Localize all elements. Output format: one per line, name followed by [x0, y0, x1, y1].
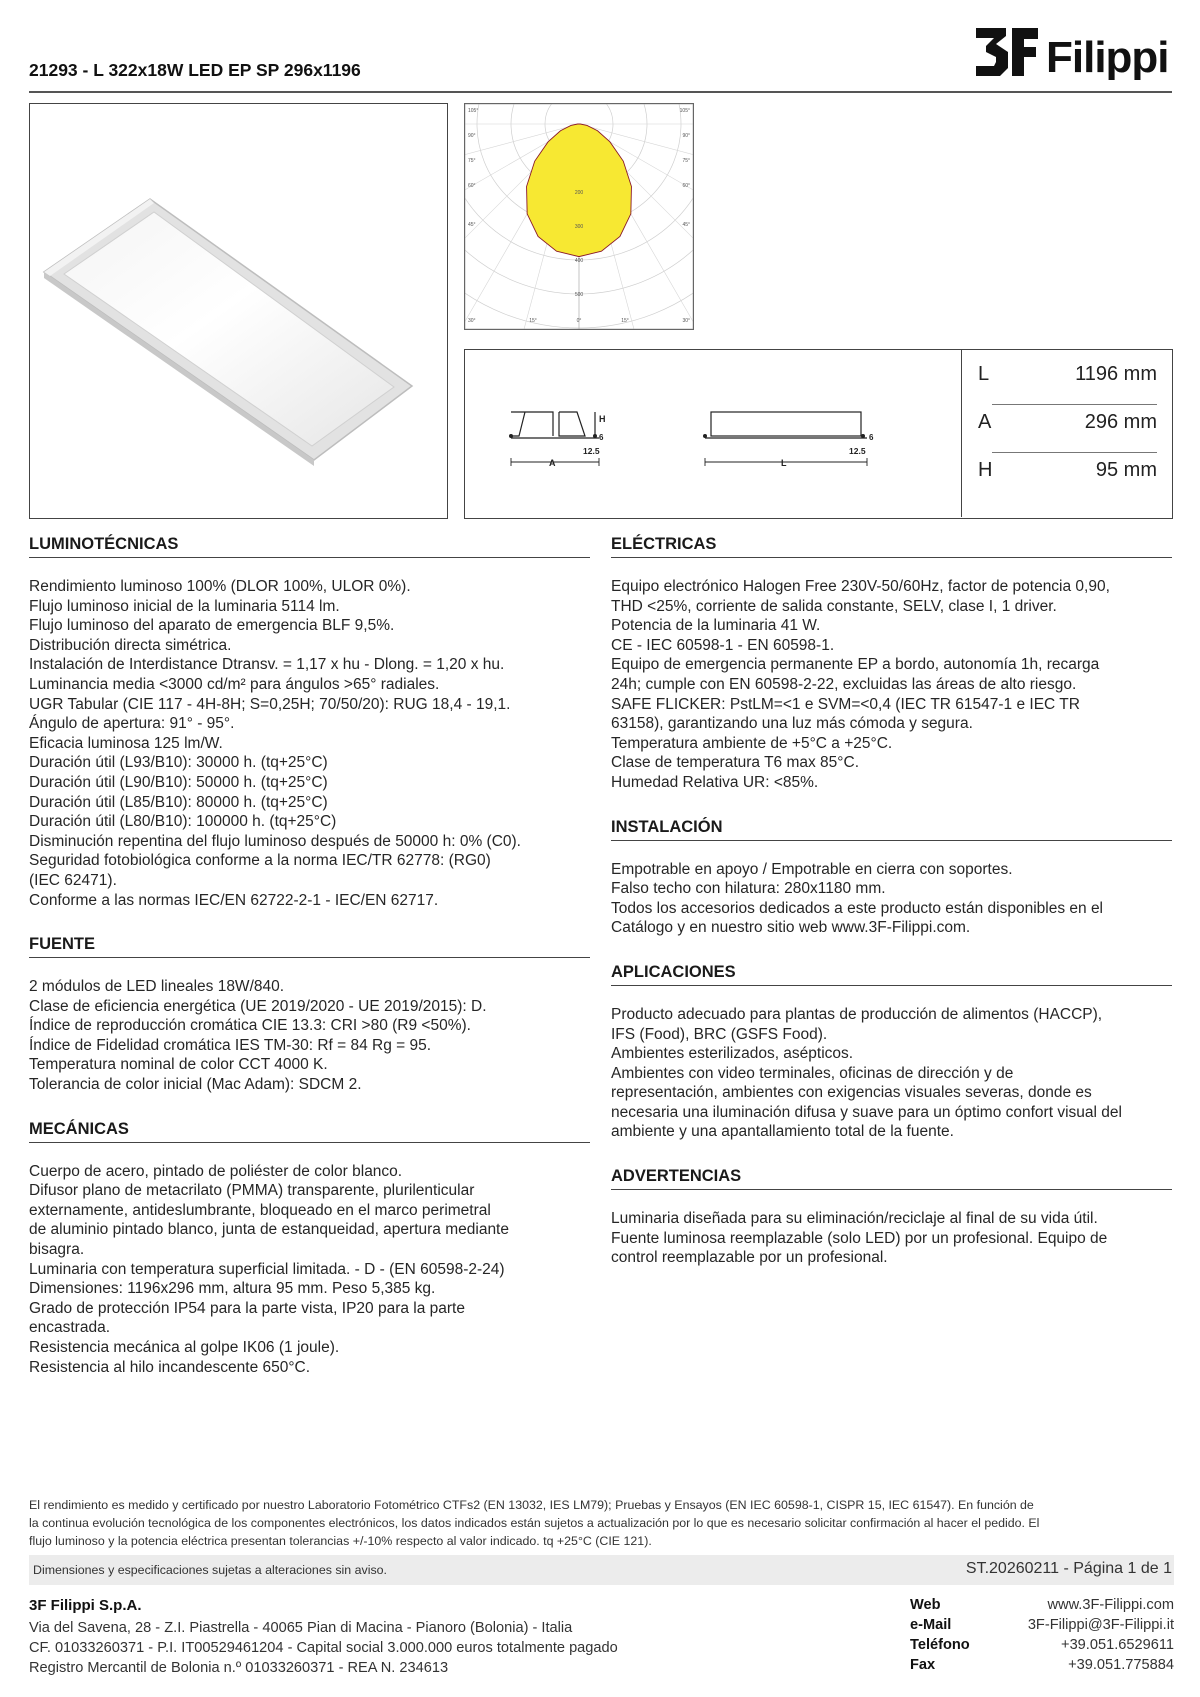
text-line: Eficacia luminosa 125 lm/W.	[29, 734, 223, 752]
section-title: LUMINOTÉCNICAS	[29, 530, 590, 558]
text-line: Grado de protección IP54 para la parte vista, IP20 para la parte	[29, 1299, 465, 1317]
text-line: ambiente y una apantallamiento total de la fuente.	[611, 1123, 954, 1141]
label-125-right: 12.5	[849, 446, 866, 456]
text-line: Ángulo de apertura: 91° - 95°.	[29, 715, 235, 733]
text-line: Seguridad fotobiológica conforme a la norma IEC/TR 62778: (RG0)	[29, 852, 491, 870]
footnote-line: El rendimiento es medido y certificado por nuestro Laboratorio Fotométrico CTFs2 (EN 13032, IES LM79); Pruebas y Ensayos (EN IEC 60598-1, CISPR 15, IEC 61547). En función de	[29, 1498, 1034, 1512]
polar-angle-label-right: 105°	[679, 108, 690, 114]
company-line: CF. 01033260371 - P.I. IT00529461204 - Capital social 3.000.000 euros totalmente pagado	[29, 1640, 618, 1656]
logo-f-mark	[1012, 28, 1038, 76]
polar-angle-label-right: 30°	[682, 318, 690, 324]
text-line: externamente, antideslumbrante, bloqueado en el marco perimetral	[29, 1201, 491, 1219]
polar-angle-label-left: 30°	[468, 318, 476, 324]
polar-angle-label-left: 60°	[468, 183, 476, 189]
polar-radial-label: 400	[574, 258, 584, 264]
cross-section-outline	[511, 412, 585, 436]
text-line: de aluminio pintado blanco, junta de estanqueidad, apertura mediante	[29, 1221, 509, 1239]
section-electricas	[611, 530, 1172, 813]
text-line: Resistencia al hilo incandescente 650°C.	[29, 1358, 311, 1376]
section-instalacion	[611, 813, 1172, 958]
polar-angle-label-right: 60°	[682, 183, 690, 189]
text-line: Dimensiones: 1196x296 mm, altura 95 mm. Peso 5,385 kg.	[29, 1280, 436, 1298]
text-line: Producto adecuado para plantas de producción de alimentos (HACCP),	[611, 1005, 1103, 1023]
footnote-line: flujo luminoso y la potencia eléctrica presentan tolerancias +/-10% respecto al valor indicado. tq +25°C (CIE 121).	[29, 1534, 652, 1549]
text-line: Disminución repentina del flujo luminoso después de 50000 h: 0% (C0).	[29, 832, 521, 850]
right-column	[611, 530, 1172, 1288]
header-divider	[29, 91, 1172, 93]
dimension-key: L	[978, 363, 990, 385]
section-title: FUENTE	[29, 930, 590, 958]
text-line: Potencia de la luminaria 41 W.	[611, 617, 821, 635]
label-125-left: 12.5	[583, 446, 600, 456]
luminaire-diffuser	[64, 212, 394, 446]
section-body	[611, 841, 1172, 958]
text-line: Equipo electrónico Halogen Free 230V-50/60Hz, factor de potencia 0,90,	[611, 578, 1110, 595]
contact-value: +39.051.775884	[1068, 1657, 1174, 1673]
text-line: necesaria una iluminación difusa y suave para un óptimo confort visual del	[611, 1103, 1122, 1121]
text-line: THD <25%, corriente de salida constante, SELV, clase I, 1 driver.	[611, 597, 1057, 615]
label-6-right: 6	[869, 433, 874, 442]
text-line: Luminaria diseñada para su eliminación/reciclaje al final de su vida útil.	[611, 1210, 1098, 1228]
text-line: 24h; cumple con EN 60598-2-22, excluidas las áreas de alto riesgo.	[611, 675, 1077, 693]
text-line: Fuente luminosa reemplazable (solo LED) por un profesional. Equipo de	[611, 1229, 1108, 1247]
dimension-value: 1196 mm	[1075, 363, 1157, 385]
logo-wordmark: Filippi	[1046, 33, 1169, 80]
luminaire-illustration	[30, 104, 446, 517]
text-line: Ambientes esterilizados, asépticos.	[611, 1045, 854, 1063]
section-title: ADVERTENCIAS	[611, 1162, 1172, 1190]
text-line: 2 módulos de LED lineales 18W/840.	[29, 978, 285, 996]
section-title: ELÉCTRICAS	[611, 530, 1172, 558]
notice-text: Dimensiones y especificaciones sujetas a alteraciones sin aviso.	[33, 1563, 387, 1577]
label-a: A	[549, 458, 556, 468]
text-line: control reemplazable por un profesional.	[611, 1249, 888, 1267]
text-line: IFS (Food), BRC (GSFS Food).	[611, 1025, 828, 1043]
text-line: encastrada.	[29, 1319, 110, 1337]
polar-radial-label: 200	[574, 190, 584, 196]
contact-key: e-Mail	[910, 1617, 952, 1633]
polar-radial-label: 300	[574, 224, 584, 230]
section-body	[611, 986, 1172, 1162]
contact-key: Web	[910, 1597, 941, 1613]
dimension-value: 95 mm	[1095, 459, 1157, 481]
section-fuente	[29, 930, 590, 1115]
text-line: Todos los accesorios dedicados a este producto están disponibles en el	[611, 899, 1104, 917]
contact-fax	[910, 1657, 1174, 1677]
text-line: Distribución directa simétrica.	[29, 636, 232, 654]
text-line: Rendimiento luminoso 100% (DLOR 100%, ULOR 0%).	[29, 578, 411, 595]
section-title: MECÁNICAS	[29, 1115, 590, 1143]
text-line: Equipo de emergencia permanente EP a bordo, autonomía 1h, recarga	[611, 656, 1100, 674]
text-line: 63158), garantizando una luz más cómoda y segura.	[611, 715, 973, 733]
notice-bar	[29, 1555, 1174, 1585]
footnote	[29, 1496, 1174, 1551]
section-title: INSTALACIÓN	[611, 813, 1172, 841]
text-line: bisagra.	[29, 1241, 85, 1259]
dimension-row-h	[978, 446, 1157, 494]
text-line: Temperatura nominal de color CCT 4000 K.	[29, 1056, 328, 1074]
label-6-left: 6	[599, 433, 604, 442]
polar-angle-label-left: 90°	[468, 133, 476, 139]
text-line: Duración útil (L80/B10): 100000 h. (tq+25°C)	[29, 813, 337, 831]
polar-bottom-label: 15°	[529, 318, 537, 324]
text-line: UGR Tabular (CIE 117 - 4H-8H; S=0,25H; 70/50/20): RUG 18,4 - 19,1.	[29, 695, 511, 713]
page-number: ST.20260211 - Página 1 de 1	[965, 1560, 1172, 1577]
text-line: Temperatura ambiente de +5°C a +25°C.	[611, 734, 893, 752]
section-body	[29, 1143, 590, 1398]
text-line: Clase de temperatura T6 max 85°C.	[611, 754, 859, 772]
section-advertencias	[611, 1162, 1172, 1288]
polar-chart	[465, 104, 693, 329]
section-body	[29, 958, 590, 1115]
text-line: Duración útil (L90/B10): 50000 h. (tq+25°C)	[29, 773, 328, 791]
logo-3f-mark	[976, 28, 1008, 76]
text-line: (IEC 62471).	[29, 871, 117, 889]
text-line: Duración útil (L85/B10): 80000 h. (tq+25°C)	[29, 793, 328, 811]
contact-key: Teléfono	[910, 1637, 970, 1653]
polar-angle-label-left: 105°	[468, 108, 479, 114]
text-line: Empotrable en apoyo / Empotrable en cierra con soportes.	[611, 860, 1013, 878]
polar-bottom-label: 0°	[576, 318, 582, 324]
footnote-line: la continua evolución tecnológica de los componentes electrónicos, los datos indicados están sujetos a actualización por lo que es necesario solicitar confirmación al hacer el pedido. El	[29, 1516, 1040, 1531]
contact-email	[910, 1617, 1174, 1637]
company-line: Registro Mercantil de Bolonia n.º 01033260371 - REA N. 234613	[29, 1660, 449, 1676]
dimension-key: A	[978, 411, 992, 433]
section-luminotecnicas	[29, 530, 590, 930]
text-line: Flujo luminoso del aparato de emergencia BLF 9,5%.	[29, 617, 395, 635]
dimensions-panel	[464, 349, 1173, 519]
polar-bottom-label: 15°	[621, 318, 629, 324]
text-line: Cuerpo de acero, pintado de poliéster de color blanco.	[29, 1162, 403, 1180]
text-line: Conforme a las normas IEC/EN 62722-2-1 - IEC/EN 62717.	[29, 891, 439, 909]
long-section-body	[711, 412, 861, 436]
text-line: CE - IEC 60598-1 - EN 60598-1.	[611, 636, 835, 654]
text-line: Ambientes con video terminales, oficinas de dirección y de	[611, 1064, 1014, 1082]
dimension-key: H	[978, 459, 993, 481]
text-line: Tolerancia de color inicial (Mac Adam): SDCM 2.	[29, 1076, 362, 1094]
contact-phone	[910, 1637, 1174, 1657]
dimensions-table	[961, 350, 1172, 517]
text-line: Luminancia media <3000 cd/m² para ángulos >65° radiales.	[29, 675, 440, 693]
text-line: Catálogo y en nuestro sitio web www.3F-Filippi.com.	[611, 919, 971, 937]
text-line: Índice de reproducción cromática CIE 13.3: CRI >80 (R9 <50%).	[29, 1017, 471, 1035]
section-mecanicas	[29, 1115, 590, 1398]
company-info	[29, 1597, 729, 1678]
left-column	[29, 530, 590, 1397]
photometric-diagram	[464, 103, 694, 330]
text-line: SAFE FLICKER: PstLM=<1 e SVM=<0,4 (IEC TR 61547-1 e IEC TR	[611, 695, 1080, 713]
company-line: Via del Savena, 28 - Z.I. Piastrella - 40065 Pian di Macina - Pianoro (Bolonia) - Italia	[29, 1620, 573, 1636]
dimension-row-l	[978, 350, 1157, 398]
contacts	[910, 1597, 1174, 1677]
section-body	[29, 558, 590, 930]
text-line: Clase de eficiencia energética (UE 2019/2020 - UE 2019/2015): D.	[29, 997, 487, 1015]
text-line: representación, ambientes con exigencias visuales severas, donde es	[611, 1084, 1092, 1102]
polar-angle-label-right: 75°	[682, 158, 690, 164]
polar-radial-label: 500	[574, 292, 584, 298]
brand-logo	[972, 22, 1182, 80]
polar-angle-label-right: 45°	[682, 222, 690, 228]
product-photo	[29, 103, 448, 519]
section-title: APLICACIONES	[611, 958, 1172, 986]
polar-angle-label-left: 75°	[468, 158, 476, 164]
label-l: L	[781, 458, 787, 468]
product-code: 21293 - L 322x18W LED EP SP 296x1196	[29, 60, 361, 80]
section-aplicaciones	[611, 958, 1172, 1162]
polar-angle-label-left: 45°	[468, 222, 476, 228]
contact-web	[910, 1597, 1174, 1617]
text-line: Resistencia mecánica al golpe IK06 (1 joule).	[29, 1339, 340, 1356]
contact-value[interactable]: www.3F-Filippi.com	[1047, 1597, 1174, 1613]
text-line: Índice de Fidelidad cromática IES TM-30: Rf = 84 Rg = 95.	[29, 1036, 432, 1054]
text-line: Falso techo con hilatura: 280x1180 mm.	[611, 880, 886, 898]
text-line: Flujo luminoso inicial de la luminaria 5114 lm.	[29, 597, 340, 615]
company-name: 3F Filippi S.p.A.	[29, 1597, 142, 1614]
section-body	[611, 1190, 1172, 1288]
dimension-value: 296 mm	[1084, 411, 1157, 433]
text-line: Instalación de Interdistance Dtransv. = 1,17 x hu - Dlong. = 1,20 x hu.	[29, 656, 505, 674]
contact-key: Fax	[910, 1657, 936, 1673]
polar-angle-label-right: 90°	[682, 133, 690, 139]
text-line: Luminaria con temperatura superficial limitada. - D - (EN 60598-2-24)	[29, 1260, 505, 1278]
company-details	[29, 1618, 729, 1678]
text-line: Difusor plano de metacrilato (PMMA) transparente, plurilenticular	[29, 1182, 475, 1200]
label-h: H	[599, 414, 606, 424]
contact-value[interactable]: 3F-Filippi@3F-Filippi.it	[1027, 1617, 1174, 1633]
technical-drawing	[465, 350, 961, 517]
contact-value: +39.051.6529611	[1061, 1637, 1174, 1653]
section-body	[611, 558, 1172, 813]
text-line: Duración útil (L93/B10): 30000 h. (tq+25°C)	[29, 754, 328, 772]
dimension-row-a	[978, 398, 1157, 446]
text-line: Humedad Relativa UR: <85%.	[611, 773, 819, 791]
